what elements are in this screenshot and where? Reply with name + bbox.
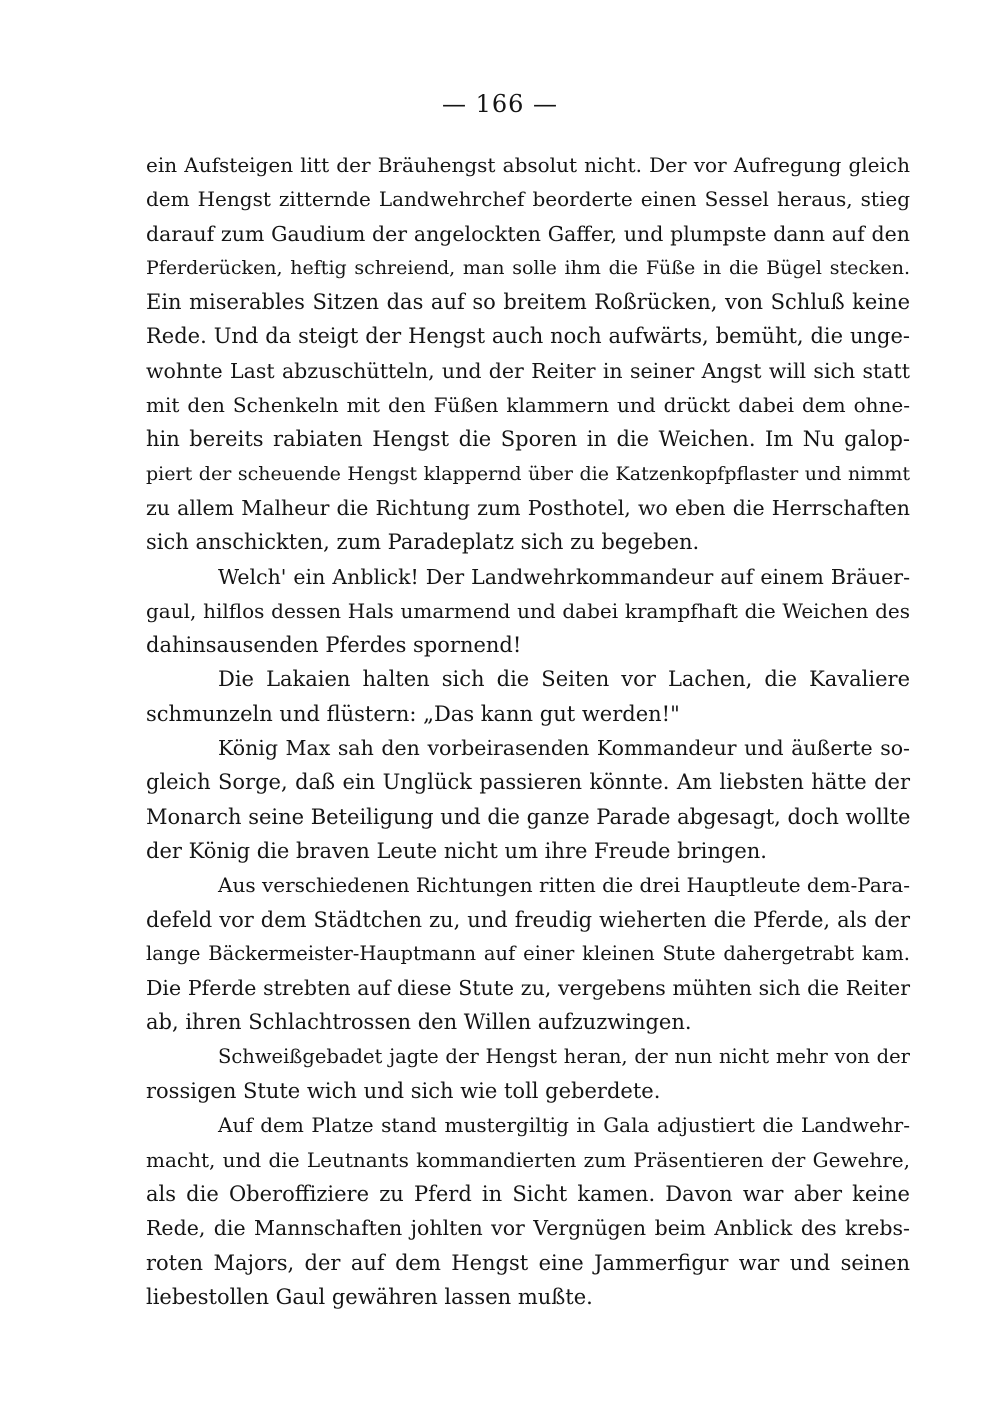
text-line: Monarch seine Beteiligung und die ganze Parade abgesagt, doch wollte	[146, 804, 911, 829]
text-line: schmunzeln und flüstern: „Das kann gut werden!"	[146, 701, 680, 726]
text-line: Rede, die Mannschaften johlten vor Vergnügen beim Anblick des krebs-	[146, 1216, 910, 1241]
text-line: dem Hengst zitternde Landwehrchef beorderte einen Sessel heraus, stieg	[146, 187, 910, 212]
text-line: hin bereits rabiaten Hengst die Sporen in die Weichen. Im Nu galop-	[146, 427, 910, 452]
text-line: gaul, hilflos dessen Hals umarmend und dabei krampfhaft die Weichen des	[146, 598, 910, 623]
text-line: Pferderücken, heftig schreiend, man solle ihm die Füße in die Bügel stecken.	[146, 256, 910, 279]
text-line: gleich Sorge, daß ein Unglück passieren könnte. Am liebsten hätte der	[146, 770, 910, 795]
text-line: rossigen Stute wich und sich wie toll geberdete.	[146, 1079, 661, 1104]
text-line: zu allem Malheur die Richtung zum Posthotel, wo eben die Herrschaften	[146, 495, 910, 520]
text-line: ab, ihren Schlachtrossen den Willen aufzuzwingen.	[146, 1010, 692, 1035]
body-text	[146, 148, 910, 1314]
text-line: Auf dem Platze stand mustergiltig in Gala adjustiert die Landwehr-	[218, 1113, 910, 1138]
text-line: sich anschickten, zum Paradeplatz sich zu begeben.	[146, 530, 700, 555]
text-line: mit den Schenkeln mit den Füßen klammern und drückt dabei dem ohne-	[146, 393, 910, 418]
text-line: lange Bäckermeister-Hauptmann auf einer kleinen Stute dahergetrabt kam.	[146, 941, 910, 965]
text-line: als die Oberoffiziere zu Pferd in Sicht kamen. Davon war aber keine	[146, 1181, 910, 1206]
text-line: ein Aufsteigen litt der Bräuhengst absolut nicht. Der vor Aufregung gleich	[146, 153, 910, 177]
text-line: Rede. Und da steigt der Hengst auch noch aufwärts, bemüht, die unge-	[146, 324, 910, 349]
text-line: macht, und die Leutnants kommandierten zum Präsentieren der Gewehre,	[146, 1147, 910, 1172]
text-line: Die Pferde strebten auf diese Stute zu, vergebens mühten sich die Reiter	[146, 976, 910, 1001]
text-line: der König die braven Leute nicht um ihre Freude bringen.	[146, 838, 767, 863]
text-line: Welch' ein Anblick! Der Landwehrkommandeur auf einem Bräuer-	[218, 564, 910, 589]
text-line: liebestollen Gaul gewähren lassen mußte.	[146, 1284, 593, 1309]
page-number: — 166 —	[441, 90, 559, 118]
text-line: Aus verschiedenen Richtungen ritten die drei Hauptleute dem-Para-	[218, 873, 910, 898]
text-line: dahinsausenden Pferdes spornend!	[146, 633, 522, 658]
text-line: Ein miserables Sitzen das auf so breitem Roßrücken, von Schluß keine	[146, 290, 910, 315]
text-line: König Max sah den vorbeirasenden Kommandeur und äußerte so-	[218, 736, 910, 761]
text-line: wohnte Last abzuschütteln, und der Reiter in seiner Angst will sich statt	[146, 358, 910, 383]
text-line: Schweißgebadet jagte der Hengst heran, der nun nicht mehr von der	[218, 1044, 910, 1068]
text-line: piert der scheuende Hengst klappernd über die Katzenkopfpflaster und nimmt	[146, 462, 910, 485]
text-line: Die Lakaien halten sich die Seiten vor Lachen, die Kavaliere	[218, 667, 910, 692]
text-line: darauf zum Gaudium der angelockten Gaffer, und plumpste dann auf den	[146, 221, 910, 246]
text-line: roten Majors, der auf dem Hengst eine Jammerfigur war und seinen	[146, 1250, 910, 1275]
text-line: defeld vor dem Städtchen zu, und freudig wieherten die Pferde, als der	[146, 907, 910, 932]
